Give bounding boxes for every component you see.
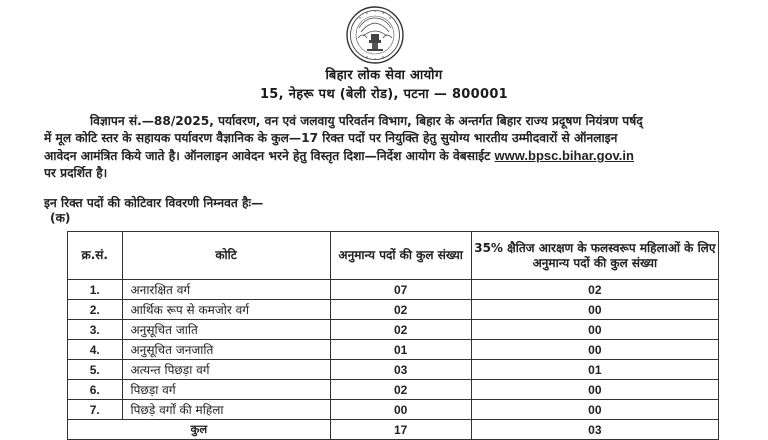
category-cell: अनारक्षित वर्ग — [122, 280, 330, 300]
total-posts-cell: 00 — [330, 400, 471, 420]
table-row — [68, 300, 719, 320]
header-total-posts: अनुमान्य पदों की कुल संख्या — [330, 232, 471, 280]
notice-line: में मूल कोटि स्तर के सहायक पर्यावरण वैज्ञानिक के कुल—17 रिक्त पदों पर नियुक्ति हेतु सुयोग्य भारतीय उम्मीदवारों से ऑनलाइन — [44, 131, 618, 145]
total-posts: 17 — [330, 420, 471, 440]
table-row — [68, 360, 719, 380]
table-row — [68, 400, 719, 420]
total-row — [68, 420, 719, 440]
table-row — [68, 380, 719, 400]
header-category: कोटि — [122, 232, 330, 280]
notice-line-text: आवेदन आमंत्रित किये जाते है। ऑनलाइन आवेदन भरने हेतु विस्तृत दिशा—निर्देश आयोग के वेबसाईट — [44, 149, 491, 163]
header-serial: क्र.सं. — [68, 232, 123, 280]
total-posts-cell: 01 — [330, 340, 471, 360]
serial-cell: 7. — [68, 400, 123, 420]
women-posts-cell: 00 — [471, 300, 718, 320]
category-cell: पिछड़ा वर्ग — [122, 380, 330, 400]
serial-cell: 3. — [68, 320, 123, 340]
total-label: कुल — [68, 420, 331, 440]
notice-line: विज्ञापन सं.—88/2025, पर्यावरण, वन एवं जलवायु परिवर्तन विभाग, बिहार के अन्तर्गत बिहार राज्य प्रदूषण नियंत्रण पर्षद् — [90, 114, 643, 128]
total-posts-cell: 02 — [330, 300, 471, 320]
serial-cell: 4. — [68, 340, 123, 360]
organization-name: बिहार लोक सेवा आयोग — [325, 68, 443, 83]
table-intro: इन रिक्त पदों की कोटिवार विवरणी निम्नवत हैः— — [44, 196, 264, 210]
serial-cell: 2. — [68, 300, 123, 320]
total-women-posts: 03 — [471, 420, 718, 440]
table-row — [68, 280, 719, 300]
category-cell: अत्यन्त पिछड़ा वर्ग — [122, 360, 330, 380]
category-cell: पिछड़े वर्गों की महिला — [122, 400, 330, 420]
table-row — [68, 340, 719, 360]
serial-cell: 6. — [68, 380, 123, 400]
serial-cell: 1. — [68, 280, 123, 300]
total-posts-cell: 02 — [330, 380, 471, 400]
total-posts-cell: 03 — [330, 360, 471, 380]
women-posts-cell: 00 — [471, 340, 718, 360]
women-posts-cell: 01 — [471, 360, 718, 380]
total-posts-cell: 07 — [330, 280, 471, 300]
vacancy-table — [67, 231, 719, 440]
women-posts-cell: 00 — [471, 320, 718, 340]
category-cell: आर्थिक रूप से कमजोर वर्ग — [122, 300, 330, 320]
bpsc-emblem-icon — [345, 4, 405, 66]
notice-line — [44, 147, 724, 165]
table-header-row — [68, 232, 719, 280]
header-women-posts: 35% क्षैतिज आरक्षण के फलस्वरूप महिलाओं के लिए अनुमान्य पदों की कुल संख्या — [471, 232, 718, 280]
women-posts-cell: 02 — [471, 280, 718, 300]
serial-cell: 5. — [68, 360, 123, 380]
total-posts-cell: 02 — [330, 320, 471, 340]
category-cell: अनुसूचित जाति — [122, 320, 330, 340]
website-link[interactable]: www.bpsc.bihar.gov.in — [494, 148, 634, 163]
organization-address: 15, नेहरू पथ (बेली रोड), पटना — 800001 — [259, 87, 509, 102]
advertisement-notice — [44, 113, 724, 182]
notice-line: पर प्रदर्शित है। — [44, 166, 108, 180]
category-cell: अनुसूचित जनजाति — [122, 340, 330, 360]
section-label: (क) — [50, 211, 71, 225]
women-posts-cell: 00 — [471, 380, 718, 400]
women-posts-cell: 00 — [471, 400, 718, 420]
table-row — [68, 320, 719, 340]
